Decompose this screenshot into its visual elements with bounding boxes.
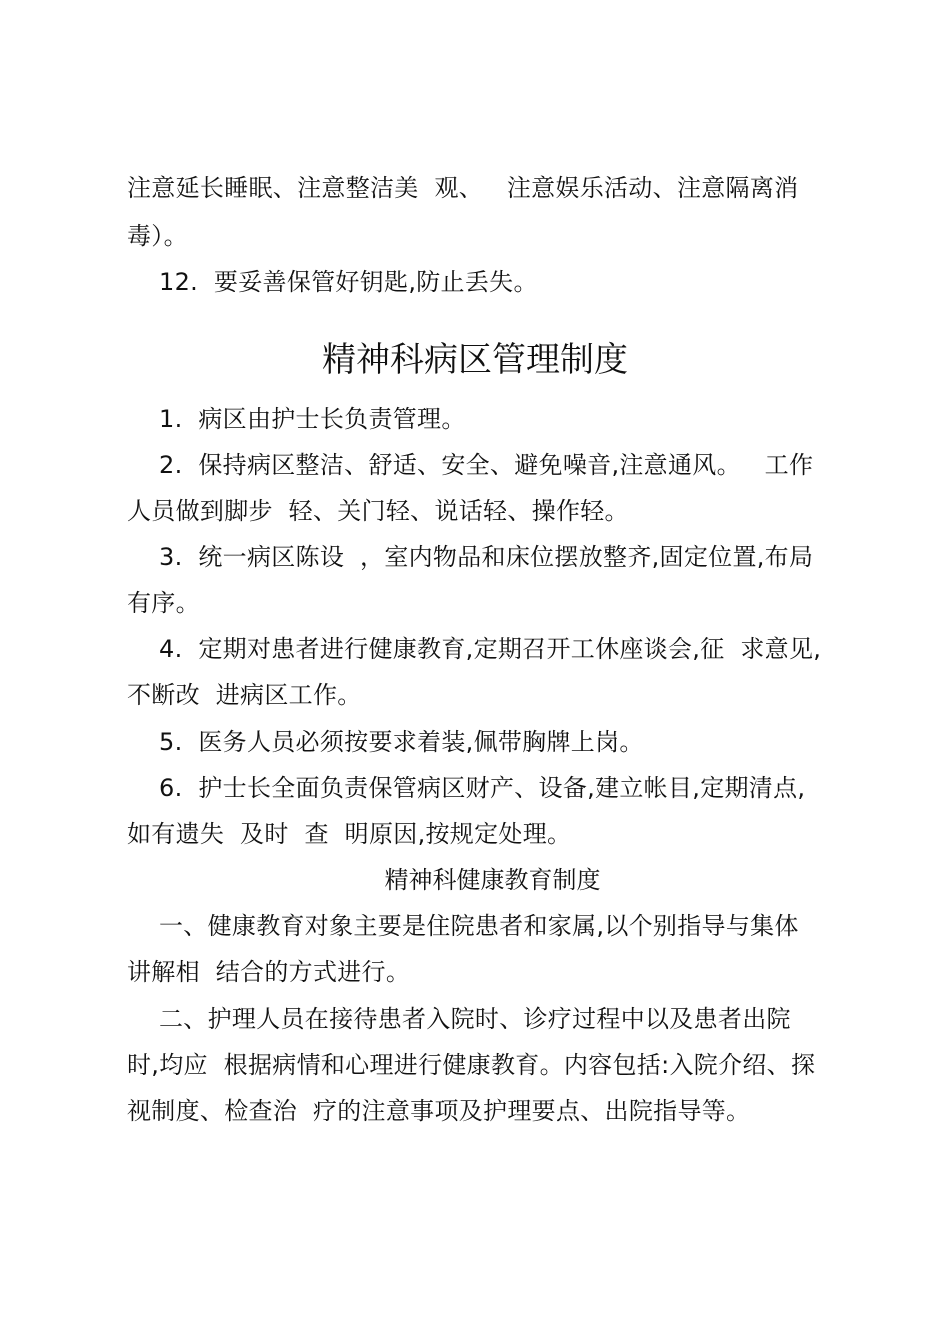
intro-line-2: 毒）。	[127, 222, 188, 250]
section-1-line: 不断改 进病区工作。	[127, 681, 362, 709]
intro-line-1: 注意延长睡眠、注意整洁美 观、 注意娱乐活动、注意隔离消	[127, 174, 799, 202]
section-1-line: 2. 保持病区整洁、舒适、安全、避免噪音,注意通风。 工作	[159, 451, 814, 479]
section-1-line: 3. 统一病区陈设 ，室内物品和床位摆放整齐,固定位置,布局	[159, 543, 814, 571]
section-1-line: 4. 定期对患者进行健康教育,定期召开工休座谈会,征 求意见,	[159, 635, 822, 663]
section-1-line: 如有遗失 及时 查 明原因,按规定处理。	[127, 820, 572, 848]
section-2-line: 视制度、检查治 疗的注意事项及护理要点、出院指导等。	[127, 1097, 751, 1125]
intro-line-3: 12. 要妥善保管好钥匙,防止丢失。	[159, 268, 538, 296]
section-2-line: 二、护理人员在接待患者入院时、诊疗过程中以及患者出院	[159, 1005, 791, 1033]
section-1-line: 人员做到脚步 轻、关门轻、说话轻、操作轻。	[127, 497, 629, 525]
section-1-line: 6. 护士长全面负责保管病区财产、设备,建立帐目,定期清点,	[159, 774, 806, 802]
section-1-line: 有序。	[127, 589, 200, 617]
section-1-title: 精神科病区管理制度	[322, 340, 628, 380]
section-2-line: 时,均应 根据病情和心理进行健康教育。内容包括:入院介绍、探	[127, 1051, 816, 1079]
section-2-title: 精神科健康教育制度	[384, 866, 601, 894]
section-1-line: 5. 医务人员必须按要求着装,佩带胸牌上岗。	[159, 728, 644, 756]
section-2-line: 讲解相 结合的方式进行。	[127, 958, 411, 986]
section-1-line: 1. 病区由护士长负责管理。	[159, 405, 466, 433]
section-2-line: 一、健康教育对象主要是住院患者和家属,以个别指导与集体	[159, 912, 799, 940]
